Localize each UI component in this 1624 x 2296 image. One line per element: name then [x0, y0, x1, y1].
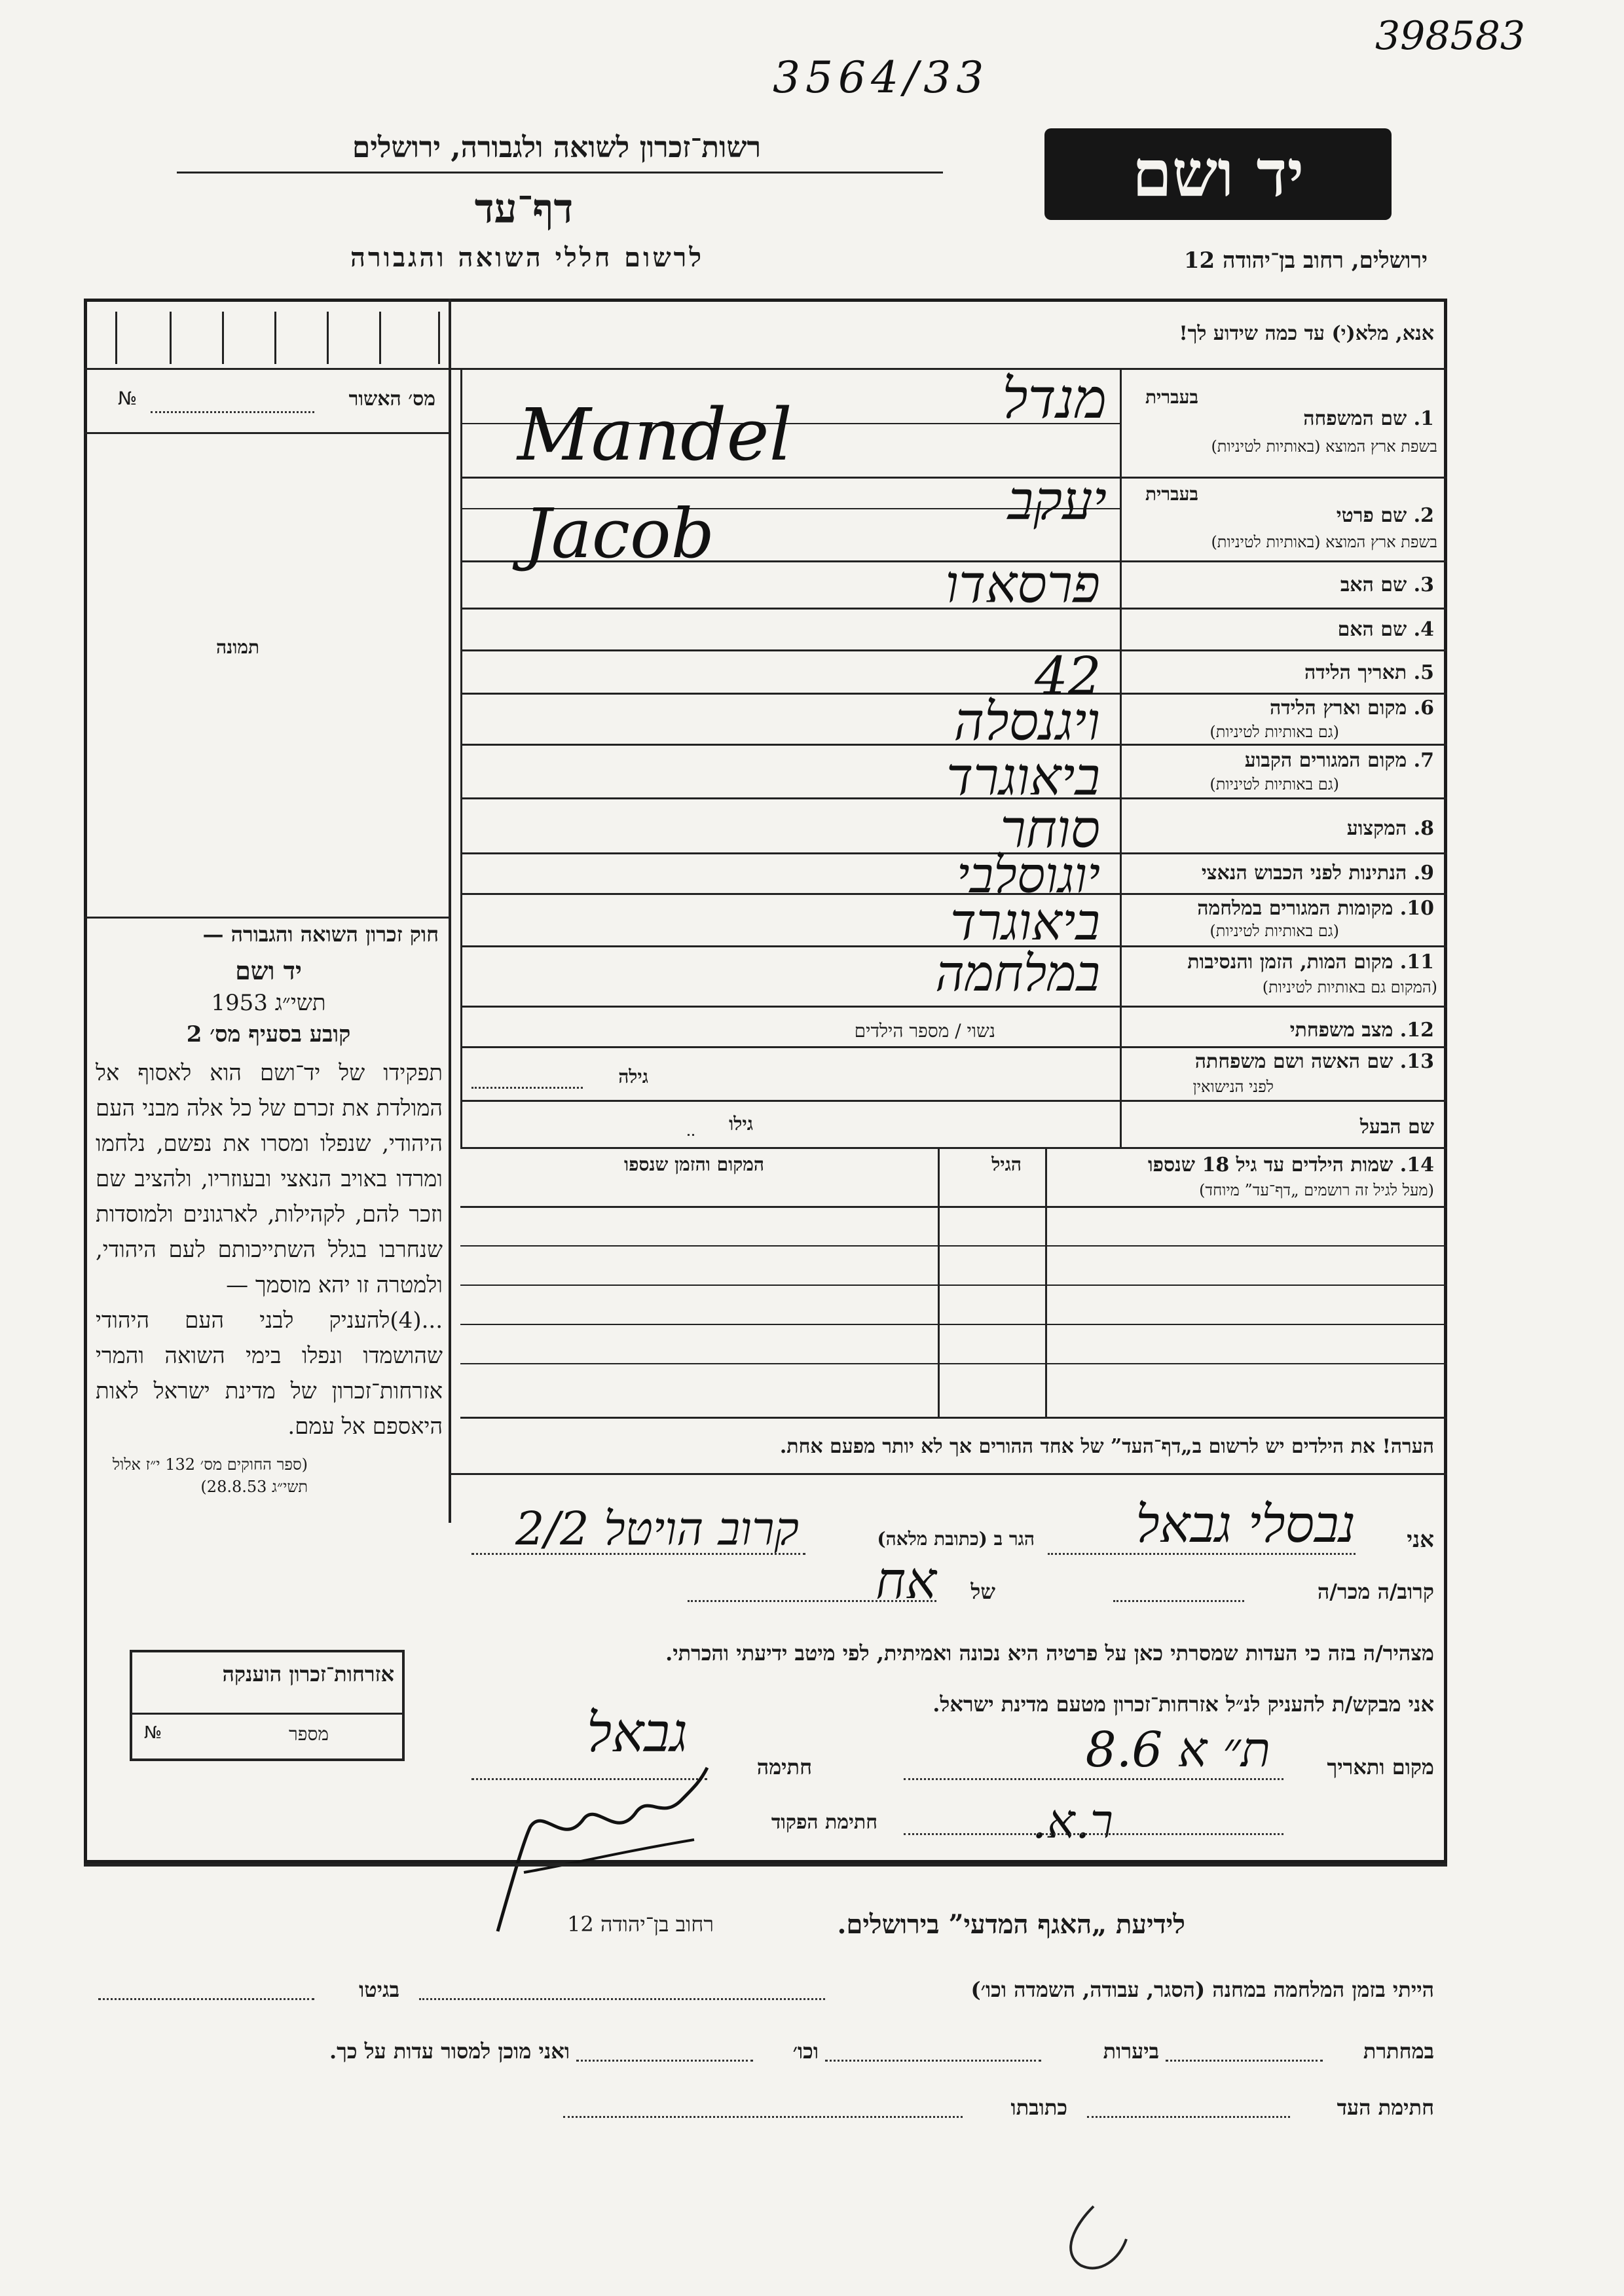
wife-age-field[interactable] [471, 1087, 583, 1089]
field-5-label: 5. תאריך הלידה [1304, 661, 1434, 684]
footer-title: לידיעת „האגף המדעי” בירושלים. [837, 1909, 1185, 1940]
footer-address-label: כתובתו [1010, 2095, 1067, 2120]
field-7-label: 7. מקום המגורים הקבוע [1244, 749, 1434, 772]
doc-title: דף־עד [474, 185, 574, 232]
footer-ghetto-label: בגיטו [359, 1977, 399, 2002]
sidebar-top-rule [84, 368, 451, 370]
decl-i-label: אני [1407, 1527, 1434, 1553]
children-note: (מעל לגיל זה רושמים „דף־עד” מיוחד) [1199, 1181, 1434, 1199]
footer-etc-label: וכו׳ [792, 2039, 819, 2064]
law-section: קובע בסעיף מס׳ 2 [186, 1021, 351, 1048]
field-1-hebrew-value[interactable]: מנדל [1002, 367, 1107, 431]
authority-heading: רשות־זכרון לשואה ולגבורה, ירושלים [352, 131, 762, 164]
law-clause: ...(4)להעניק לבני העם היהודי שהושמדו ונפלו בימי השואה והמרי אזרחות־זכרון של מדינת ישראל לאות היאספם אל עמם. [96, 1307, 443, 1440]
field-13-label: 13. שם האשה ושם משפחתה [1194, 1050, 1434, 1073]
footer-rule [84, 1863, 1447, 1867]
field-10-value[interactable]: ביאוגרד [950, 893, 1100, 952]
remark: הערה! את הילדים יש לרשום ב„דף־העד” של אחד ההורים אך לא יותר מפעם אחת. [779, 1435, 1434, 1458]
field-11-label: 11. מקום המות, הזמן והנסיבות [1187, 951, 1434, 974]
decl-address-value[interactable]: קרוב הויטל 2/2 [515, 1502, 799, 1556]
field-2-latin-value[interactable]: Jacob [524, 494, 715, 574]
footer-forests-label: ביערות [1103, 2039, 1159, 2064]
field-4-label: 4. שם האם [1337, 618, 1434, 641]
children-label: 14. שמות הילדים עד גיל 18 שנספו [1147, 1154, 1434, 1176]
field-1-hebrew-tag: בעברית [1145, 386, 1198, 408]
footer-line1: הייתי בזמן המלחמה במחנה (הסגר, עבודה, השמדה וכו׳) [970, 1977, 1434, 2002]
field-1-latin-value[interactable]: Mandel [517, 393, 792, 477]
decl-relation-value[interactable]: אח [876, 1552, 936, 1611]
approval-sign: № [118, 388, 138, 409]
decl-request: אני מבקש/ת להעניק לנ״ל אזרחות־זכרון מטעם מדינת ישראל. [932, 1692, 1434, 1717]
footer-testify-label: ואני מוכן למסור עדות על כך. [329, 2039, 570, 2064]
field-1-label: 1. שם המשפחה [1303, 407, 1434, 430]
citizenship-box [130, 1650, 405, 1761]
sidebar-divider [449, 299, 451, 1523]
field-2-label: 2. שם פרטי [1336, 504, 1434, 527]
law-citation: (ספר החוקים מס׳ 132 י״ז אלול תשי״ג 28.8.53) [112, 1455, 308, 1496]
law-title: חוק זכרון השואה והגבורה — [202, 922, 439, 947]
husband-label: שם הבעל [1359, 1116, 1434, 1139]
form-instruction: אנא, מלא(י) עד כמה שידוע לך! [1179, 322, 1434, 345]
citizenship-number-sign: № [144, 1723, 162, 1743]
approval-label: מס׳ האשור [348, 388, 435, 410]
citizenship-box-title: אזרחות־זכרון הוענקה [222, 1662, 394, 1686]
field-10-label: 10. מקומות המגורים במלחמה [1197, 897, 1434, 920]
officer-signature-scribble [485, 1741, 720, 1938]
decl-signature-value[interactable]: גבאל [586, 1702, 688, 1764]
header-underline [177, 172, 943, 173]
field-7-note: (גם באותיות לטיניות) [1209, 775, 1339, 793]
file-number: 3564/33 [773, 52, 989, 103]
archive-number: 398583 [1375, 13, 1526, 59]
footer-address: רחוב בן־יהודה 12 [567, 1912, 714, 1937]
header-address: ירושלים, רחוב בן־יהודה 12 [1183, 247, 1428, 274]
field-6-label: 6. מקום וארץ הלידה [1269, 697, 1434, 720]
decl-relative-label: קרוב/ה מכר/ה [1317, 1579, 1434, 1604]
decl-place-date-label: מקום ותאריך [1327, 1755, 1434, 1779]
law-name: יד ושם [235, 956, 302, 985]
decl-of-label: של [970, 1579, 995, 1604]
field-12-label: 12. מצב משפחתי [1289, 1019, 1434, 1042]
field-3-value[interactable]: פרסאדו [945, 554, 1100, 615]
doc-purpose: לרשום חללי השואה והגבורה [350, 242, 705, 273]
field-6-note: (גם באותיות לטיניות) [1209, 723, 1339, 741]
field-9-value[interactable]: יוגוסלבי [956, 846, 1100, 904]
field-3-label: 3. שם האב [1340, 574, 1434, 596]
field-1-latin-note: בשפת ארץ המוצא (באותיות לטיניות) [1211, 437, 1437, 456]
photo-label: תמונה [216, 636, 260, 658]
field-8-label: 8. המקצוע [1346, 817, 1434, 840]
law-body: תפקידו של יד־ושם הוא לאסוף אל המולדת את זכרם של כל אלה מבני העם היהודי, שנפלו ומסרו את נפשם, נלחמו ומרדו באויב הנאצי ובעוזריו, ולהציב שם וזכר להם, לקהילות, לארגונים ולמוסדות שנחרבו בגלל השתייכותם לעם היהודי, ולמטרה זו יהא מוסמך — [96, 1060, 443, 1298]
decl-place-date-value[interactable]: ת״ א 8.6 [1085, 1722, 1270, 1778]
field-2-latin-note: בשפת ארץ המוצא (באותיות לטיניות) [1211, 533, 1437, 551]
footer-underground-label: במחתרת [1363, 2039, 1434, 2064]
id-boxes [115, 312, 440, 364]
decl-officer-value[interactable]: ר.א. [1031, 1794, 1113, 1849]
decl-residing-label: הגר ב (כתובת מלאה) [877, 1528, 1035, 1550]
children-place-header: המקום והזמן שנספו [624, 1154, 764, 1175]
bottom-scribble-mark [1048, 2200, 1139, 2278]
field-8-value[interactable]: סוחר [1000, 799, 1100, 860]
wife-age-label: גילה [618, 1066, 648, 1087]
field-9-label: 9. הנתינות לפני הכבוש הנאצי [1201, 862, 1434, 884]
field-10-note: (גם באותיות לטיניות) [1209, 922, 1339, 940]
field-2-hebrew-value[interactable]: יעקב [1007, 470, 1107, 532]
decl-officer-label: חתימת הפקוד [771, 1811, 877, 1834]
field-5-value[interactable]: 42 [1035, 646, 1101, 706]
field-12-value[interactable]: נשוי / מספר הילדים [854, 1020, 995, 1042]
law-year: תשי״ג 1953 [211, 990, 326, 1016]
citizenship-number-label: מספר [289, 1723, 329, 1745]
field-11-value[interactable]: במלחמה [935, 944, 1100, 1002]
decl-signature-label: חתימה [756, 1755, 812, 1779]
yad-vashem-logo: יד ושם [1044, 128, 1392, 220]
husband-age-label: גילו [729, 1113, 753, 1135]
approval-field[interactable] [151, 411, 314, 413]
field-13-note: לפני הנישואין [1192, 1078, 1274, 1096]
label-column-divider [1120, 368, 1122, 1147]
children-age-header: הגיל [991, 1154, 1022, 1175]
field-6-value[interactable]: ויגנסלה [953, 691, 1100, 752]
decl-statement: מצהיר/ה בזה כי העדות שמסרתי כאן על פרטיה היא נכונה ואמיתית, לפי מיטב ידיעתי והכרתי. [665, 1641, 1434, 1666]
decl-witness-name[interactable]: נבסלי גבאל [1135, 1495, 1356, 1554]
husband-age-field[interactable] [688, 1134, 694, 1136]
footer-witness-sig-label: חתימת העד [1337, 2095, 1434, 2120]
field-7-value[interactable]: ביאוגרד [946, 746, 1100, 807]
field-2-hebrew-tag: בעברית [1145, 483, 1198, 505]
field-11-note: (המקום גם באותיות לטיניות) [1262, 978, 1437, 996]
